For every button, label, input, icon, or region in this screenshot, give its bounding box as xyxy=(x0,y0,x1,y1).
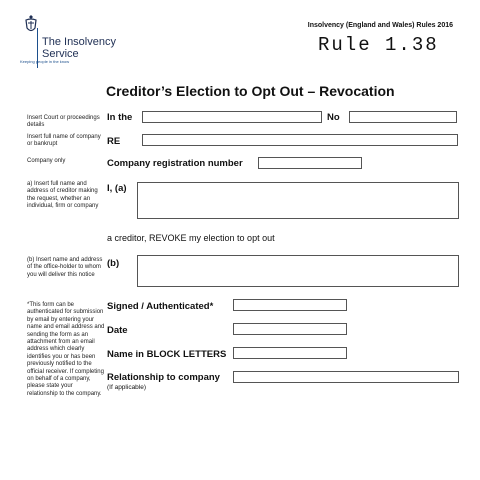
revoke-statement: a creditor, REVOKE my election to opt out xyxy=(107,233,275,243)
note-creditor: a) Insert full name and address of creditor making the request, whether an individual, firm or company xyxy=(27,181,99,210)
rules-reference: Insolvency (England and Wales) Rules 2016 xyxy=(307,22,453,29)
if-applicable-note: (If applicable) xyxy=(107,384,147,391)
relationship-input[interactable] xyxy=(233,371,459,383)
court-input[interactable] xyxy=(142,111,322,123)
signed-label: Signed / Authenticated* xyxy=(107,301,214,312)
rule-number: Rule 1.38 xyxy=(318,34,439,56)
no-label: No xyxy=(327,112,340,123)
creditor-label: I, (a) xyxy=(107,183,127,194)
re-label: RE xyxy=(107,136,121,147)
block-letters-label: Name in BLOCK LETTERS xyxy=(107,349,227,360)
in-the-label: In the xyxy=(107,112,133,123)
case-number-input[interactable] xyxy=(349,111,457,123)
note-name: Insert full name of company or bankrupt xyxy=(27,134,101,148)
logo-org-name: The Insolvency Service xyxy=(42,36,116,60)
company-reg-input[interactable] xyxy=(258,157,362,169)
office-holder-label: (b) xyxy=(107,258,120,269)
note-authenticated: *This form can be authenticated for submission by email by entering your name and email address and sending the form as an attachment from an email address which clearly identifies you or has been previously notified to the official receiver. If completing on behalf of a company, please state your relationship to the company. xyxy=(27,302,105,397)
company-reg-label: Company registration number xyxy=(107,158,243,169)
date-label: Date xyxy=(107,325,128,336)
block-letters-input[interactable] xyxy=(233,347,347,359)
company-name-input[interactable] xyxy=(142,134,458,146)
date-input[interactable] xyxy=(233,323,347,335)
relationship-label: Relationship to company xyxy=(107,372,220,383)
signature-input[interactable] xyxy=(233,299,347,311)
creditor-details-input[interactable] xyxy=(137,182,459,219)
note-court: Insert Court or proceedings details xyxy=(27,115,100,129)
note-company-only: Company only xyxy=(27,158,66,164)
form-title: Creditor’s Election to Opt Out – Revocation xyxy=(106,83,395,99)
note-office-holder: (b) Insert name and address of the office-holder to whom you will deliver this notice xyxy=(27,257,103,278)
logo-tagline: Keeping people in the know xyxy=(20,59,70,64)
office-holder-input[interactable] xyxy=(137,255,459,287)
